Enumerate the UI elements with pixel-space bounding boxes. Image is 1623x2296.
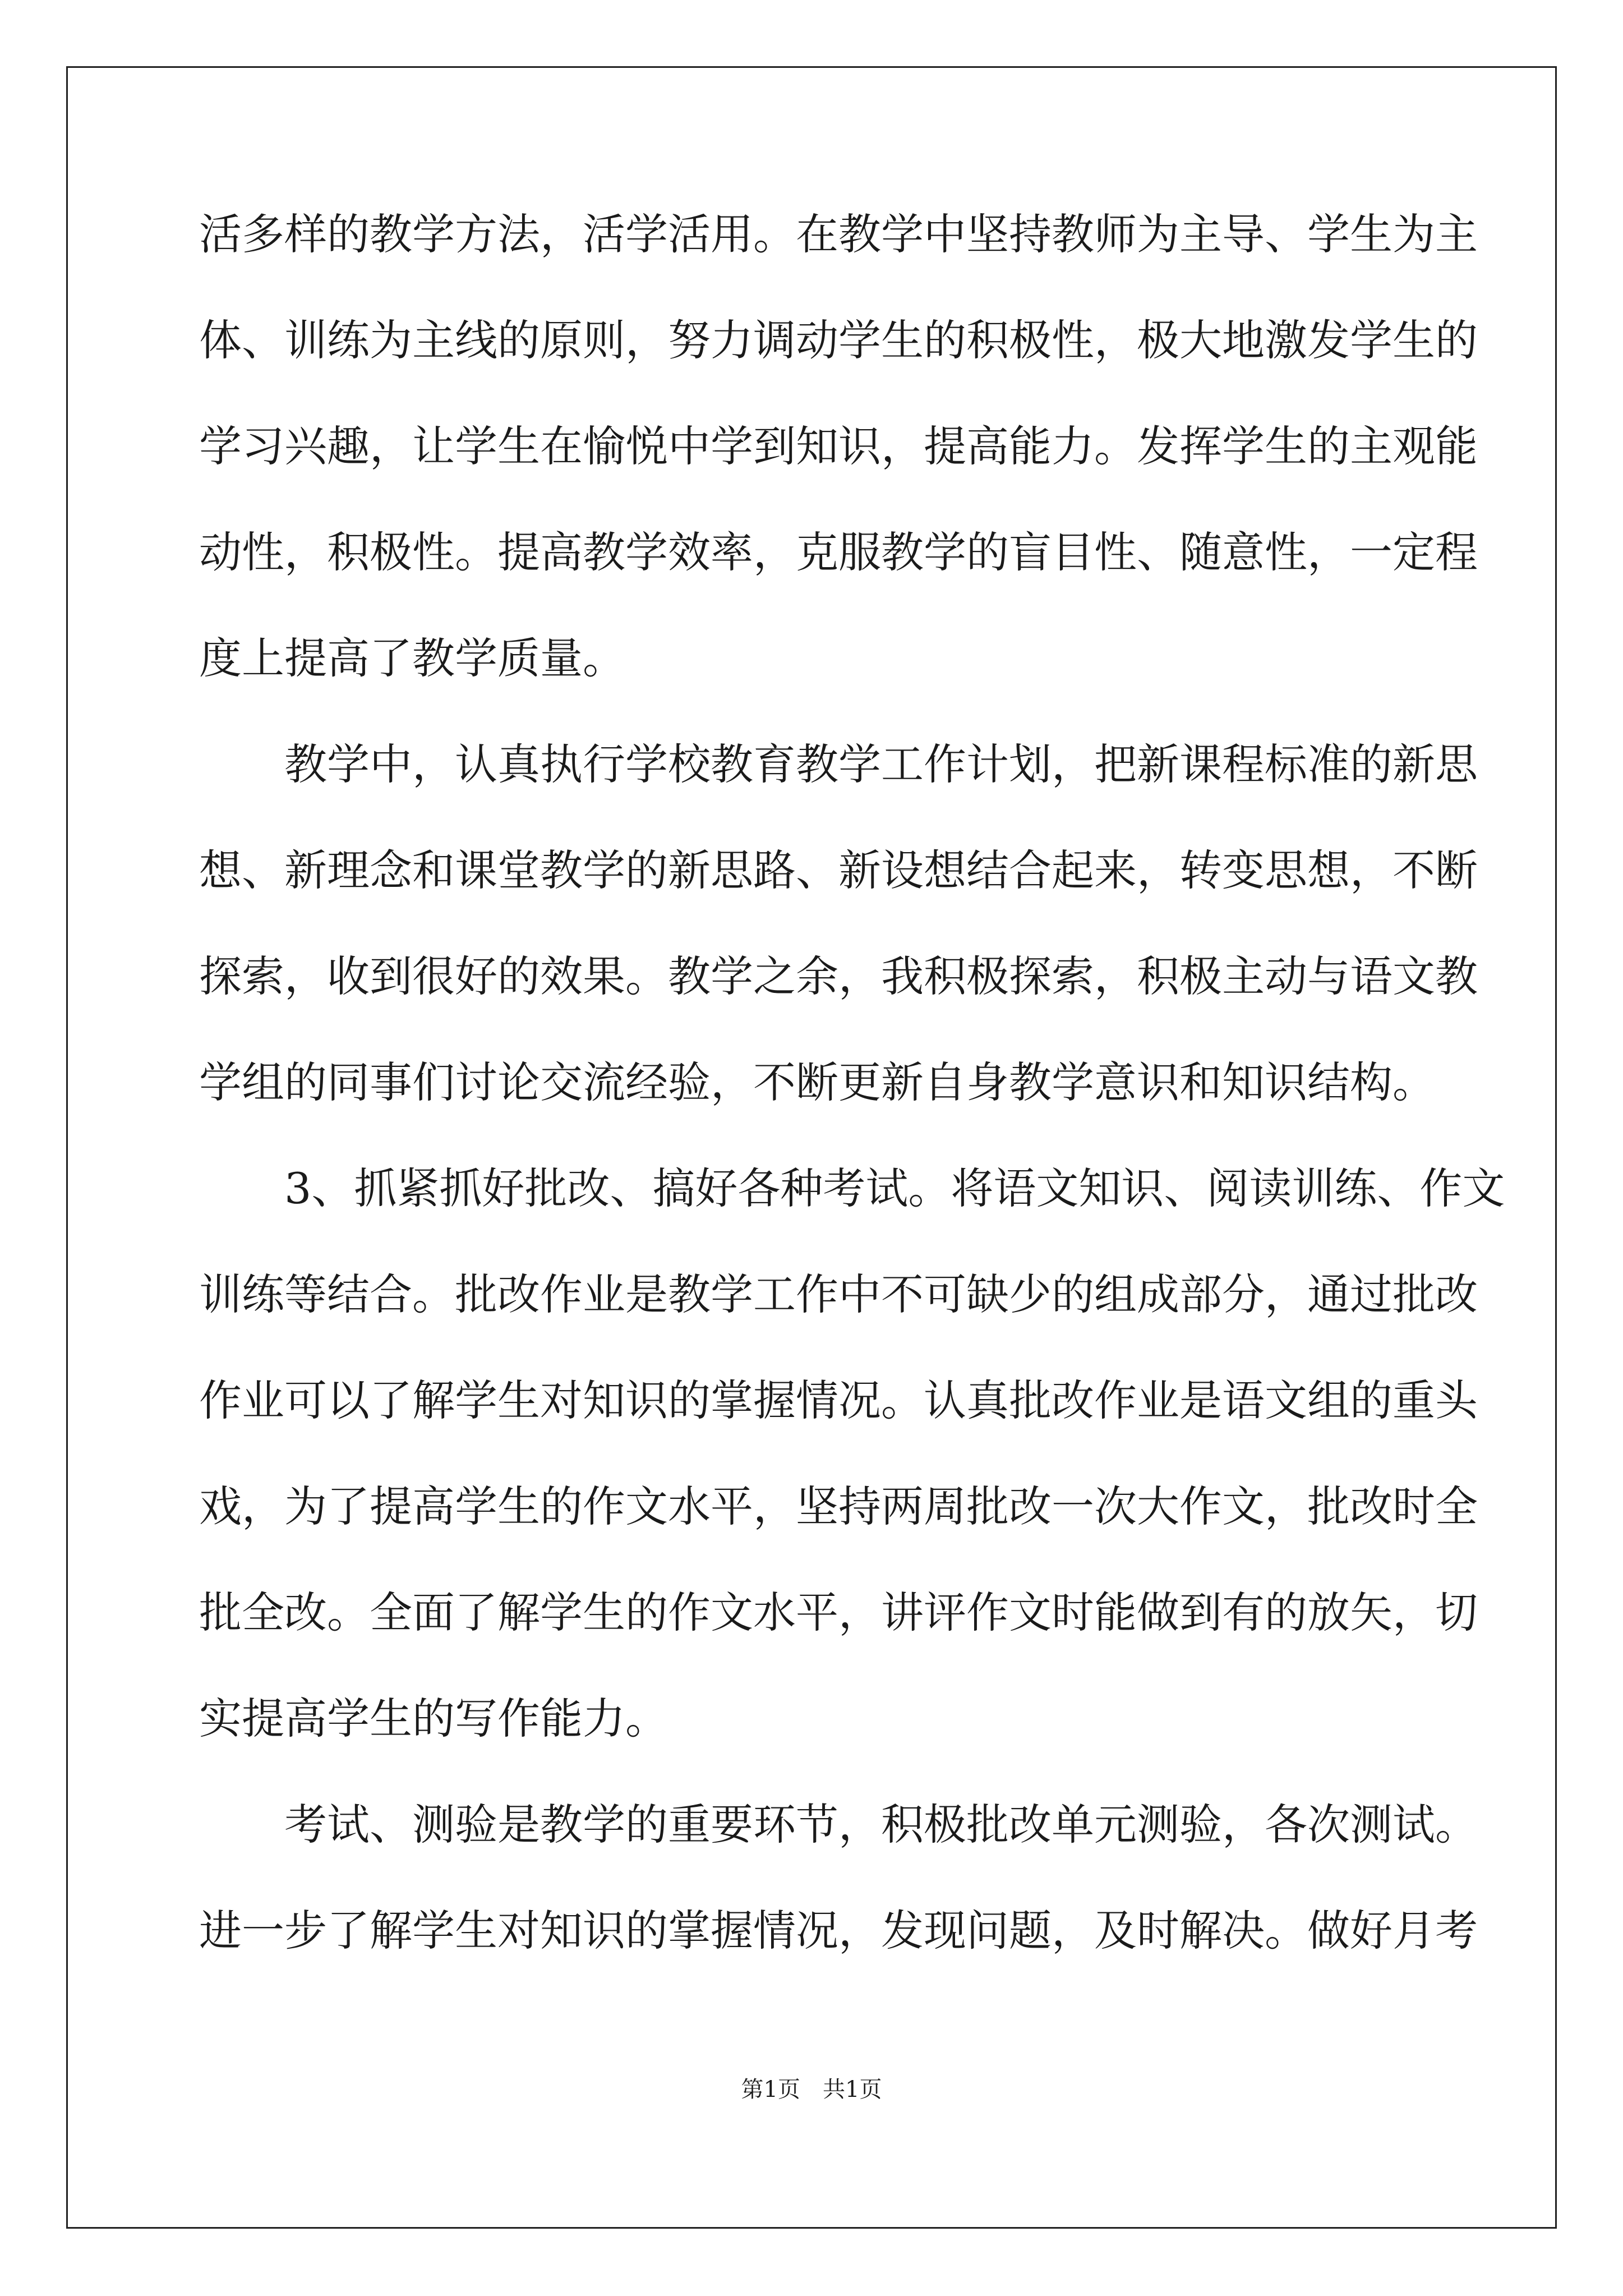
text-line: 戏，为了提高学生的作文水平，坚持两周批改一次大作文，批改时全	[199, 1481, 1478, 1531]
text-line: 作业可以了解学生对知识的掌握情况。认真批改作业是语文组的重头	[199, 1375, 1478, 1425]
page-number: 第1页	[741, 2077, 800, 2102]
page-footer	[0, 2078, 1623, 2101]
text-line: 学组的同事们讨论交流经验，不断更新自身教学意识和知识结构。	[199, 1057, 1435, 1107]
text-line: 探索，收到很好的效果。教学之余，我积极探索，积极主动与语文教	[199, 951, 1478, 1001]
text-line: 度上提高了教学质量。	[199, 633, 625, 683]
text-line: 实提高学生的写作能力。	[199, 1694, 668, 1743]
document-body	[199, 209, 1505, 2016]
text-line: 批全改。全面了解学生的作文水平，讲评作文时能做到有的放矢，切	[199, 1588, 1478, 1637]
paragraph-4	[199, 1800, 1478, 2016]
text-line: 3、抓紧抓好批改、搞好各种考试。将语文知识、阅读训练、作文	[284, 1163, 1505, 1213]
text-line: 体、训练为主线的原则，努力调动学生的积极性，极大地激发学生的	[199, 315, 1478, 365]
paragraph-2	[199, 739, 1478, 1167]
text-line: 进一步了解学生对知识的掌握情况，发现问题，及时解决。做好月考	[199, 1906, 1478, 1955]
text-line: 学习兴趣，让学生在愉悦中学到知识，提高能力。发挥学生的主观能	[199, 421, 1478, 471]
text-line: 想、新理念和课堂教学的新思路、新设想结合起来，转变思想，不断	[199, 845, 1478, 895]
paragraph-1	[199, 209, 1478, 743]
text-line: 考试、测验是教学的重要环节，积极批改单元测验，各次测试。	[284, 1800, 1478, 1849]
text-line: 活多样的教学方法，活学活用。在教学中坚持教师为主导、学生为主	[199, 209, 1478, 259]
page-total: 共1页	[823, 2077, 882, 2102]
paragraph-3	[199, 1163, 1505, 1803]
text-line: 教学中，认真执行学校教育教学工作计划，把新课程标准的新思	[284, 739, 1478, 789]
text-line: 动性，积极性。提高教学效率，克服教学的盲目性、随意性，一定程	[199, 527, 1478, 577]
text-line: 训练等结合。批改作业是教学工作中不可缺少的组成部分，通过批改	[199, 1269, 1478, 1319]
